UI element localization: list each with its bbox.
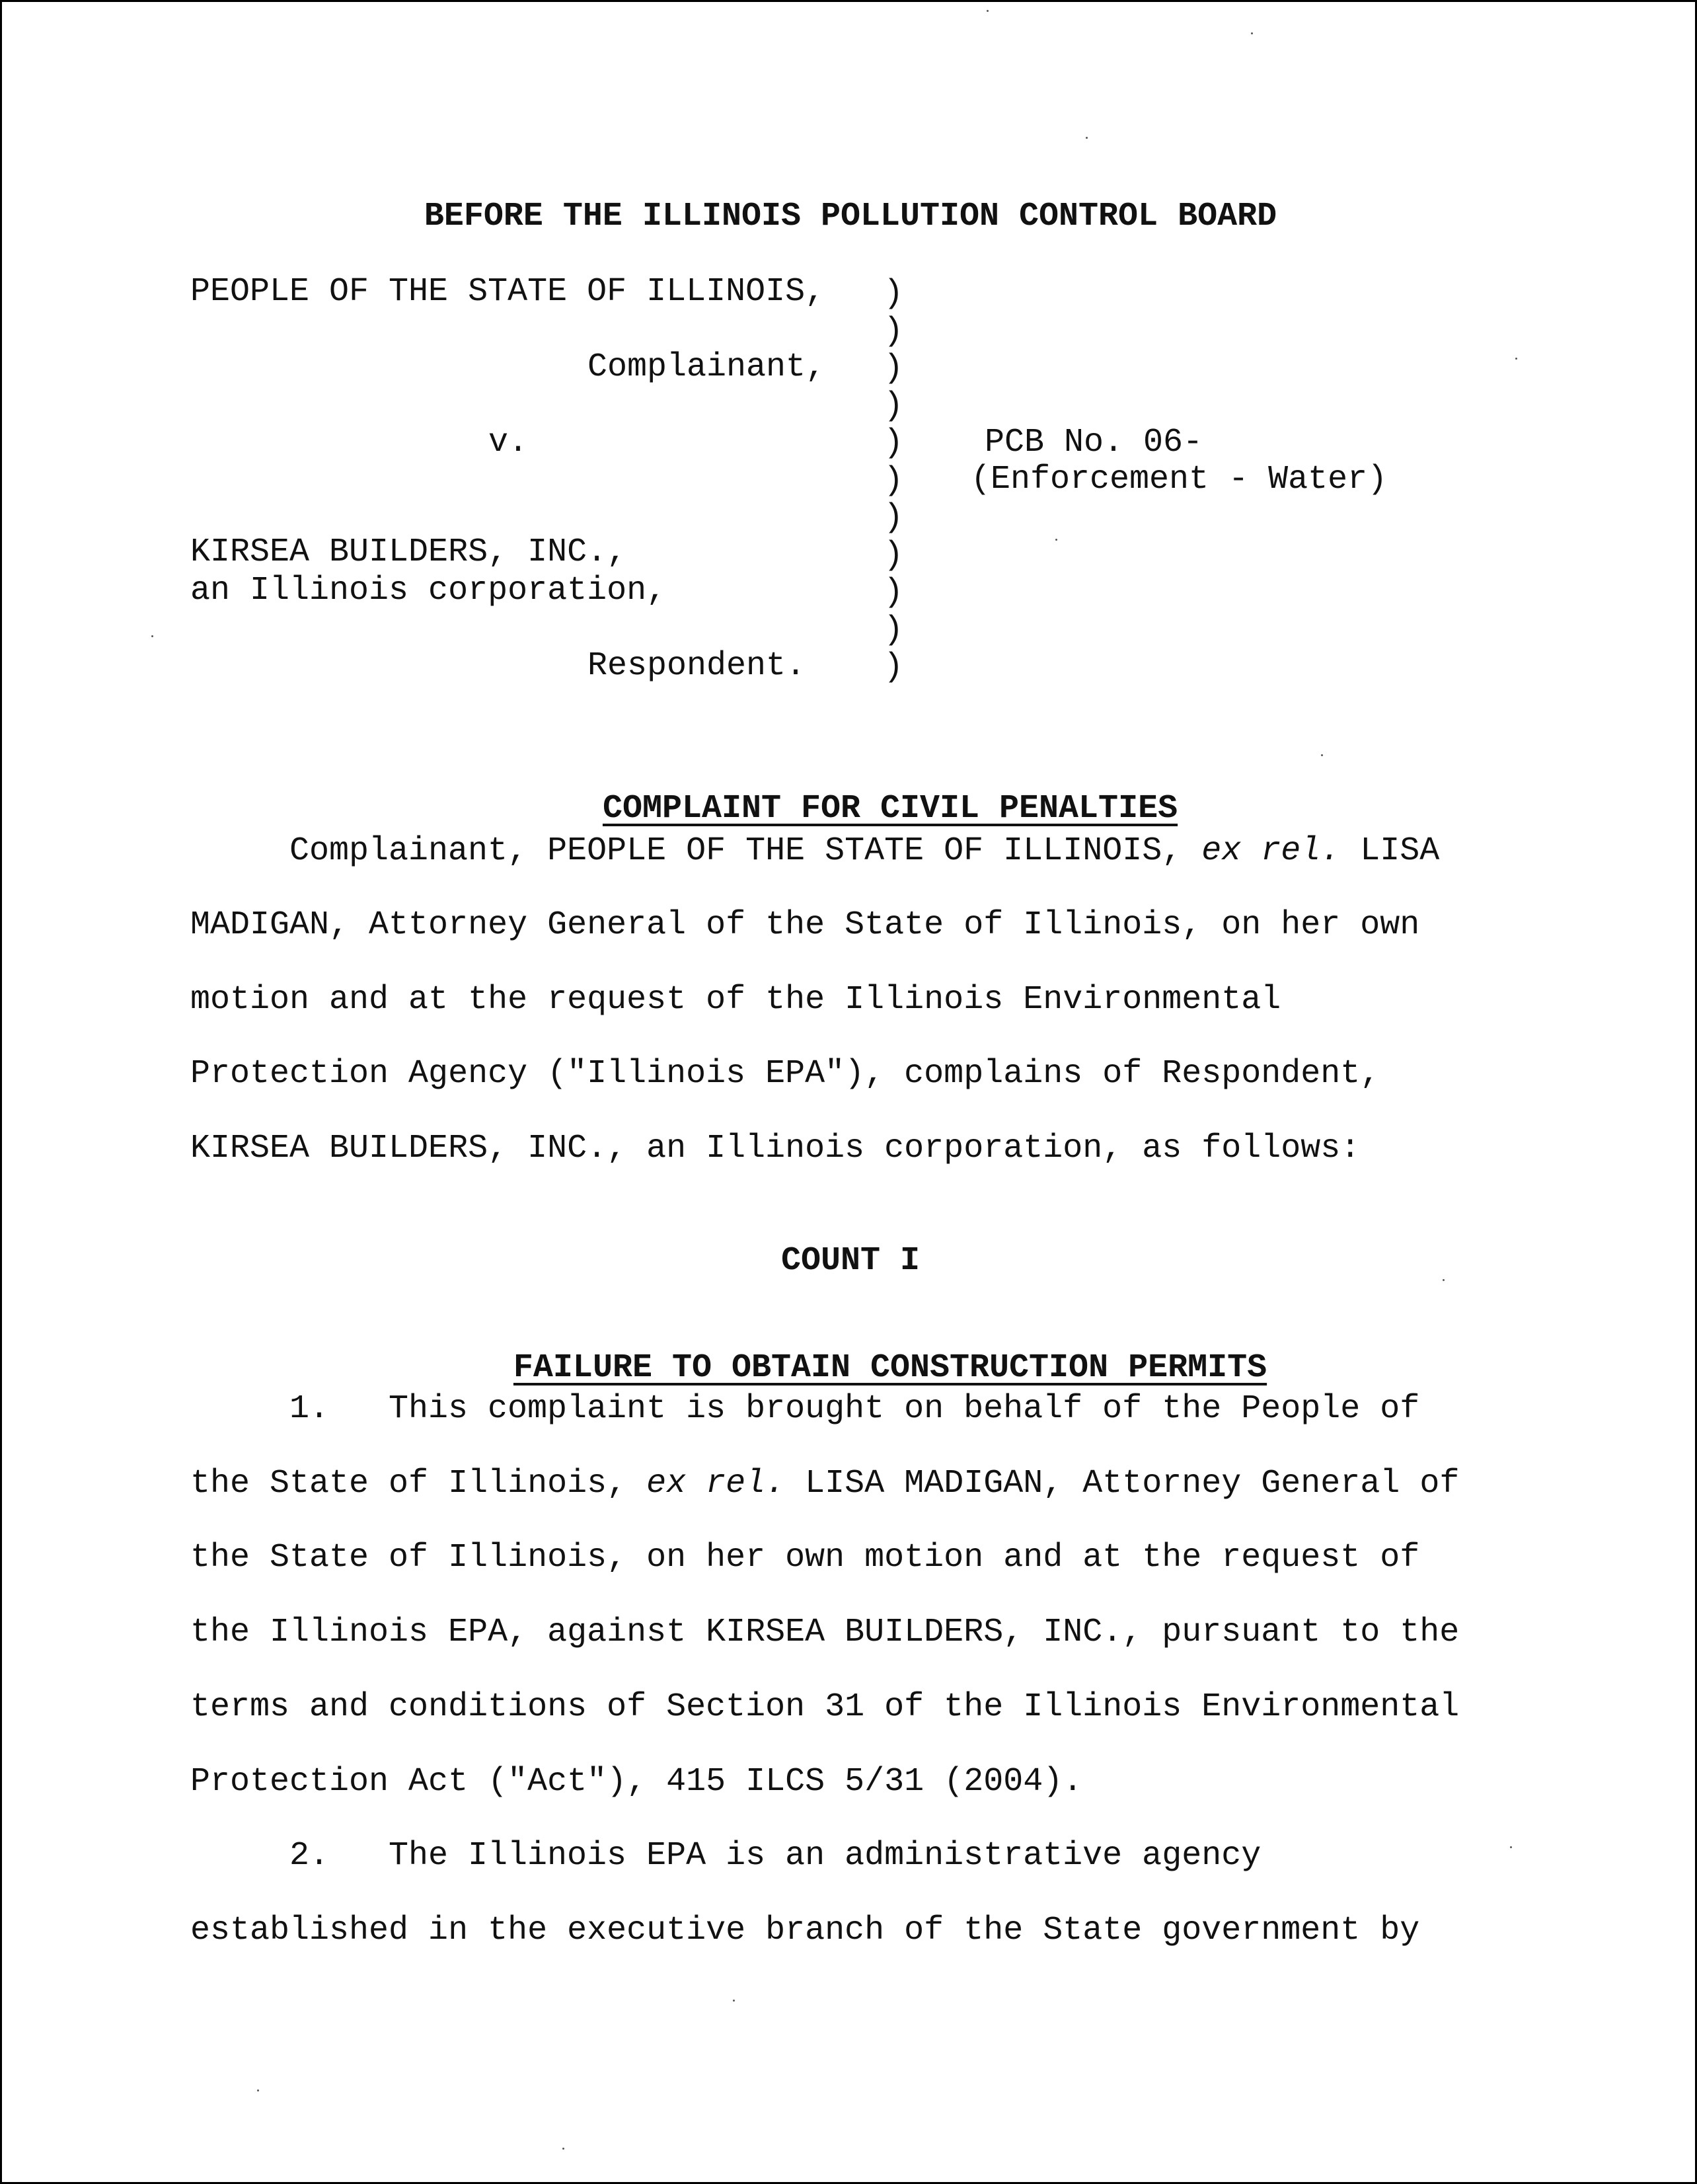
scan-speck xyxy=(257,2089,259,2091)
caption-plaintiff: PEOPLE OF THE STATE OF ILLINOIS, xyxy=(190,273,825,311)
caption-versus: v. xyxy=(488,424,529,461)
caption-paren: ) xyxy=(884,275,904,313)
intro-line-1 xyxy=(289,832,1440,870)
ex-rel-term: ex rel. xyxy=(1201,832,1341,870)
para1-line-6: Protection Act ("Act"), 415 ILCS 5/31 (2004). xyxy=(190,1763,1083,1801)
count-label: COUNT I xyxy=(780,1242,921,1280)
scan-speck xyxy=(1321,754,1323,756)
para1-line-1: This complaint is brought on behalf of the People of xyxy=(389,1390,1420,1428)
para2-number: 2. xyxy=(289,1837,330,1875)
caption-paren: ) xyxy=(884,461,904,500)
case-number: PCB No. 06- xyxy=(985,424,1203,461)
caption-paren: ) xyxy=(884,648,904,686)
caption-paren: ) xyxy=(884,536,904,574)
para2-line-1: The Illinois EPA is an administrative agency xyxy=(389,1837,1262,1875)
para1-line-2 xyxy=(190,1467,1459,1501)
caption-paren: ) xyxy=(884,387,904,425)
count-title-text: FAILURE TO OBTAIN CONSTRUCTION PERMITS xyxy=(513,1349,1267,1387)
intro-line-2: MADIGAN, Attorney General of the State of Illinois, on her own xyxy=(190,906,1420,944)
para1-line-2a: the State of Illinois, xyxy=(190,1465,647,1502)
scan-speck xyxy=(562,2148,564,2150)
caption-paren: ) xyxy=(884,499,904,537)
para1-line-5: terms and conditions of Section 31 of the Illinois Environmental xyxy=(190,1688,1460,1726)
board-heading: BEFORE THE ILLINOIS POLLUTION CONTROL BOARD xyxy=(424,198,1277,235)
scan-speck xyxy=(733,2000,735,2002)
caption-plaintiff-role: Complainant, xyxy=(587,348,826,386)
caption-paren: ) xyxy=(884,350,904,387)
intro-line-4: Protection Agency ("Illinois EPA"), complains of Respondent, xyxy=(190,1055,1380,1093)
caption-paren: ) xyxy=(884,424,904,462)
scan-speck xyxy=(987,10,989,12)
intro-line-1a: Complainant, PEOPLE OF THE STATE OF ILLINOIS, xyxy=(289,832,1202,870)
ex-rel-term: ex rel. xyxy=(646,1465,786,1502)
scan-speck xyxy=(1086,137,1088,139)
scan-speck xyxy=(151,635,153,637)
scan-speck xyxy=(1443,1279,1445,1281)
caption-parenthesis-column xyxy=(884,276,910,687)
scan-speck xyxy=(1055,539,1057,541)
scan-speck xyxy=(1251,32,1253,34)
caption-defendant-name: KIRSEA BUILDERS, INC., xyxy=(190,533,627,571)
scan-speck xyxy=(1510,1846,1512,1848)
scan-speck xyxy=(1515,358,1517,360)
caption-paren: ) xyxy=(884,574,904,611)
complaint-title-text: COMPLAINT FOR CIVIL PENALTIES xyxy=(602,790,1178,828)
case-type: (Enforcement - Water) xyxy=(971,461,1388,498)
caption-defendant-role: Respondent. xyxy=(587,647,806,685)
caption-paren: ) xyxy=(884,312,904,350)
intro-line-1c: LISA xyxy=(1340,832,1440,870)
para1-number: 1. xyxy=(289,1390,330,1428)
intro-line-5: KIRSEA BUILDERS, INC., an Illinois corporation, as follows: xyxy=(190,1130,1361,1167)
para1-line-2c: LISA MADIGAN, Attorney General of xyxy=(785,1465,1460,1502)
para1-line-3: the State of Illinois, on her own motion and at the request of xyxy=(190,1539,1420,1577)
para2-line-2: established in the executive branch of the State government by xyxy=(190,1912,1420,1949)
caption-paren: ) xyxy=(884,611,904,649)
intro-line-3: motion and at the request of the Illinois Environmental xyxy=(190,981,1281,1019)
caption-defendant-description: an Illinois corporation, xyxy=(190,572,667,609)
para1-line-4: the Illinois EPA, against KIRSEA BUILDERS, INC., pursuant to the xyxy=(190,1614,1460,1651)
